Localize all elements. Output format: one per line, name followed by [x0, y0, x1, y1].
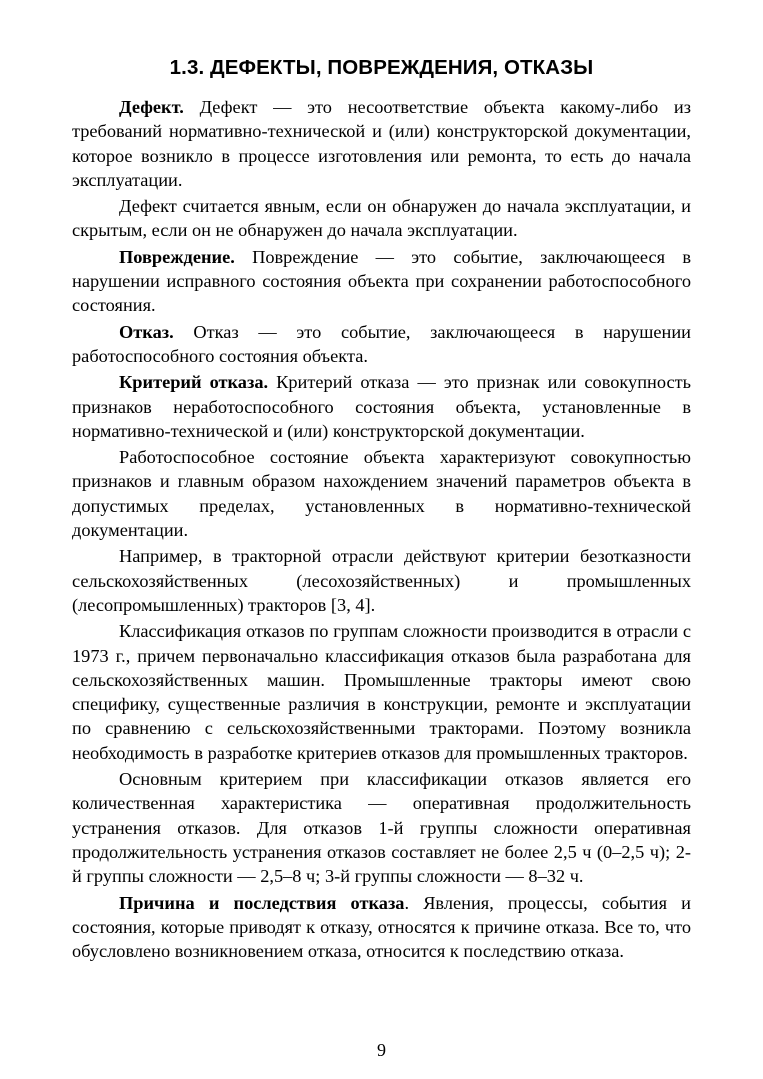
section-heading: 1.3. ДЕФЕКТЫ, ПОВРЕЖДЕНИЯ, ОТКАЗЫ	[169, 56, 594, 79]
term-defect: Дефект.	[119, 97, 184, 117]
paragraph-text: Классификация отказов по группам сложности производится в отрасли с 1973 г., причем первоначально классификация отказов была разработана для сельскохозяйственных машин. Промышленные тракторы имеют свою специфику, существенные различия в конструкции, ремонте и эксплуатации по сравнению с сельскохозяйственными тракторами. Поэтому возникла необходимость в разработке критериев отказов для промышленных тракторов.	[72, 621, 691, 763]
paragraph-cause-consequence	[72, 891, 691, 964]
paragraph-classification	[72, 619, 691, 765]
body-text	[72, 95, 691, 963]
paragraph-text: Например, в тракторной отрасли действуют критерии безотказности сельскохозяйственных (лесохозяйственных) и промышленных (лесопромышленных) тракторов [3, 4].	[72, 546, 691, 615]
paragraph-text: Работоспособное состояние объекта характеризуют совокупностью признаков и главным образом нахождением значений параметров объекта в допустимых пределах, установленных в нормативно-технической документации.	[72, 447, 691, 541]
page-number: 9	[377, 1040, 386, 1060]
paragraph-text: Дефект считается явным, если он обнаружен до начала эксплуатации, и скрытым, если он не обнаружен до начала эксплуатации.	[72, 196, 691, 241]
term-failure-criterion: Критерий отказа.	[119, 372, 269, 393]
paragraph-text: Отказ — это событие, заключающееся в нарушении работоспособного состояния объекта.	[72, 321, 691, 366]
term-cause-consequence: Причина и последствия отказа	[119, 892, 405, 913]
paragraph-defect-types	[72, 194, 691, 243]
paragraph-failure-criterion	[72, 370, 691, 443]
term-failure: Отказ.	[119, 321, 174, 342]
paragraph-text: Дефект — это несоответствие объекта какому-либо из требований нормативно-технической и (или) конструкторской документации, которое возникло в процессе изготовления или ремонта, то есть до начала эксплуатации.	[72, 97, 691, 190]
paragraph-text: Критерий отказа — это признак или совокупность признаков неработоспособного состояния объекта, установленные в нормативно-технической и (или) конструкторской документации.	[72, 372, 692, 441]
paragraph-damage	[72, 245, 691, 318]
paragraph-text: Основным критерием при классификации отказов является его количественная характеристика — оперативная продолжительность устранения отказов. Для отказов 1-й группы сложности оперативная продолжительность устранения отказов составляет не более 2,5 ч (0–2,5 ч); 2-й группы сложности — 2,5–8 ч; 3-й группы сложности — 8–32 ч.	[72, 769, 691, 887]
paragraph-failure	[72, 320, 691, 369]
paragraph-text: . Явления, процессы, события и состояния, которые приводят к отказу, относятся к причине отказа. Все то, что обусловлено возникновением отказа, относится к последствию отказа.	[72, 892, 691, 962]
paragraph-text: Повреждение — это событие, заключающееся в нарушении исправного состояния объекта при сохранении работоспособного состояния.	[72, 246, 691, 316]
term-damage: Повреждение.	[119, 246, 235, 267]
paragraph-main-criterion	[72, 767, 691, 888]
paragraph-defect	[72, 95, 691, 192]
paragraph-operable-state	[72, 445, 691, 542]
paragraph-tractor-criteria	[72, 544, 691, 617]
